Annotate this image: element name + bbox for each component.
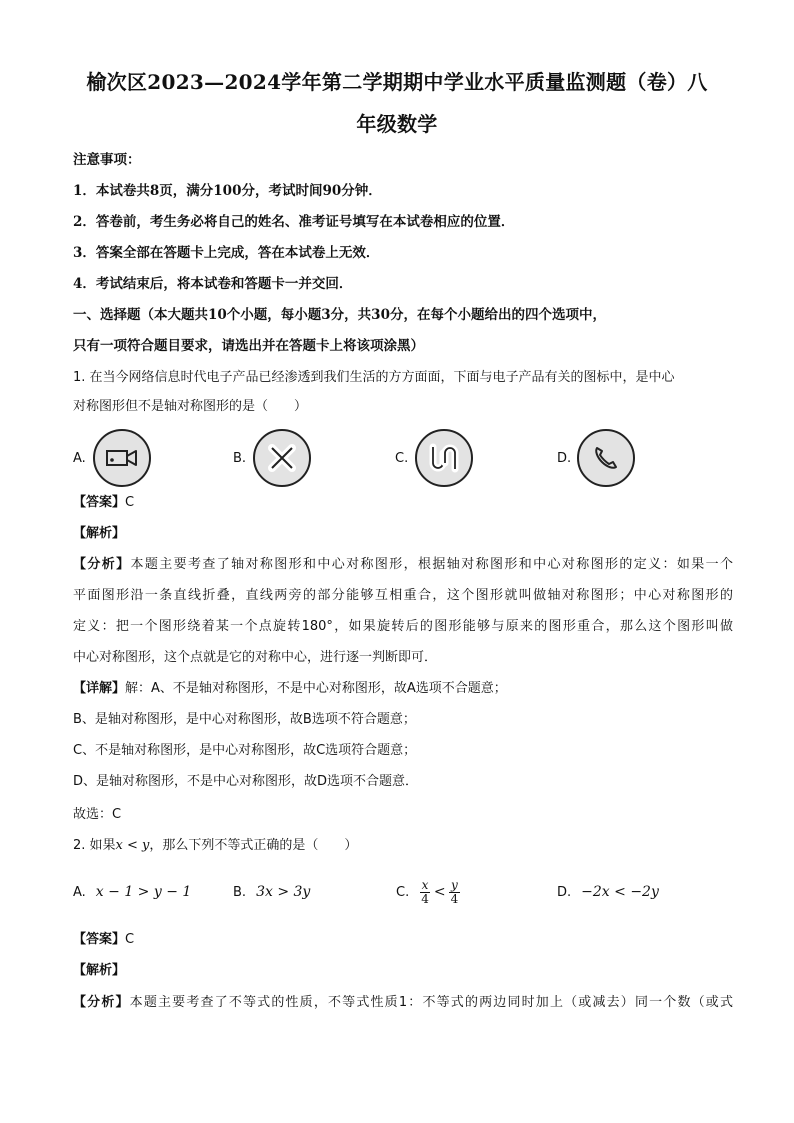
question-2-answer xyxy=(73,931,733,949)
answer-tag: 【答案】 xyxy=(73,932,126,947)
notes-item-2: 2．答卷前，考生务必将自己的姓名、准考证号填写在本试卷相应的位置． xyxy=(73,214,515,230)
close-x-icon xyxy=(253,429,311,487)
question-2-jiexi-tag: 【解析】 xyxy=(73,963,126,978)
section-heading-line1: 一、选择题（本大题共10个小题，每小题3分，共30分，在每个小题给出的四个选项中， xyxy=(73,307,606,323)
option-d: D. −2x < −2y xyxy=(557,884,659,900)
option-c: C. $\frac{x}{4}$ < $\frac{y}{4}$ xyxy=(396,877,459,906)
notes-item-4: 4．考试结束后，将本试卷和答题卡一并交回． xyxy=(73,276,353,292)
question-2-stem: 2. 如果x < y，那么下列不等式正确的是（ ） xyxy=(73,838,358,853)
question-2-fenxi-line1: 【分析】本题主要考查了不等式的性质，不等式性质1：不等式的两边同时加上（或减去）同一个数（或式 xyxy=(73,995,733,1010)
option-d-label: D. xyxy=(557,450,572,466)
phone-handset-icon xyxy=(577,429,635,487)
answer-value: C xyxy=(125,495,135,510)
option-d xyxy=(557,426,635,490)
question-1-options xyxy=(73,426,733,490)
notes-item-3: 3．答案全部在答题卡上完成，答在本试卷上无效． xyxy=(73,245,380,261)
option-a-expression: x − 1 > y − 1 xyxy=(95,884,192,900)
xiangjie-tag: 【详解】 xyxy=(73,681,126,696)
question-1-xiangjie-line2: B、是轴对称图形，是中心对称图形，故B选项不符合题意； xyxy=(73,712,416,727)
question-1-fenxi-line3: 定义：把一个图形绕着某一个点旋转180°，如果旋转后的图形能够与原来的图形重合，那么这个图形叫做 xyxy=(73,619,733,634)
option-b-expression: 3x > 3y xyxy=(256,884,311,900)
option-c-left-fraction: $\frac{x}{4}$ xyxy=(421,877,429,906)
question-1-fenxi-line4: 中心对称图形，这个点就是它的对称中心，进行逐一判断即可． xyxy=(73,650,438,665)
question-1-jiexi-tag: 【解析】 xyxy=(73,526,126,541)
question-1-answer xyxy=(73,494,733,512)
question-1-xiangjie-line4: D、是轴对称图形，不是中心对称图形，故D选项不合题意． xyxy=(73,774,419,789)
option-c-right-fraction: $\frac{y}{4}$ xyxy=(450,877,459,906)
question-1-fenxi-line2: 平面图形沿一条直线折叠，直线两旁的部分能够互相重合，这个图形就叫做轴对称图形；中心对称图形的 xyxy=(73,588,733,603)
notes-heading: 注意事项： xyxy=(73,152,141,168)
question-1-xiangjie-line1: 【详解】解：A、不是轴对称图形，不是中心对称图形，故A选项不合题意； xyxy=(73,681,507,696)
question-2-options xyxy=(73,872,733,912)
section-heading-line2: 只有一项符合题目要求，请选出并在答题卡上将该项涂黑） xyxy=(73,338,424,354)
answer-value: C xyxy=(125,932,135,947)
option-c-label: C. xyxy=(395,450,409,466)
option-a xyxy=(73,426,151,490)
option-c-operator: < xyxy=(433,884,446,900)
option-d-expression: −2x < −2y xyxy=(581,884,659,900)
option-a: A. x − 1 > y − 1 xyxy=(73,884,192,900)
video-camera-icon xyxy=(93,429,151,487)
exam-title-line1: 榆次区2023—2024学年第二学期期中学业水平质量监测题（卷）八 xyxy=(86,70,708,94)
option-c xyxy=(395,426,473,490)
interlocking-hooks-icon xyxy=(415,429,473,487)
exam-title-line2: 年级数学 xyxy=(356,112,438,136)
option-a-label: A. xyxy=(73,450,86,466)
answer-tag: 【答案】 xyxy=(73,495,126,510)
question-1-fenxi-line1: 【分析】本题主要考查了轴对称图形和中心对称图形，根据轴对称图形和中心对称图形的定义：如果一个 xyxy=(73,557,733,572)
question-2-condition: x < y xyxy=(115,838,150,853)
option-b-label: B. xyxy=(233,450,247,466)
notes-item-1: 1．本试卷共8页，满分100分，考试时间90分钟． xyxy=(73,183,382,199)
question-1-line2: 对称图形但不是轴对称图形的是（ ） xyxy=(73,399,308,414)
fenxi-tag: 【分析】 xyxy=(73,995,130,1010)
option-b: B. 3x > 3y xyxy=(233,884,311,900)
question-1-conclusion: 故选：C xyxy=(73,807,122,822)
option-b xyxy=(233,426,311,490)
fenxi-tag: 【分析】 xyxy=(73,557,131,572)
question-1-line1: 1. 在当今网络信息时代电子产品已经渗透到我们生活的方方面面，下面与电子产品有关的图标中，是中心 xyxy=(73,370,675,385)
question-1-xiangjie-line3: C、不是轴对称图形，是中心对称图形，故C选项符合题意； xyxy=(73,743,417,758)
